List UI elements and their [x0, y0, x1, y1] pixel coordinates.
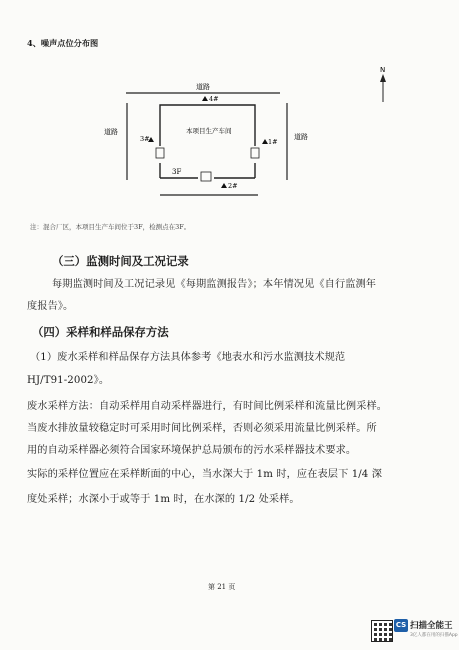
road-top-label: 道路: [196, 83, 210, 91]
method-line-2: 当废水排放量较稳定时可采用时间比例采样，否则必须采用流量比例采样。所: [27, 423, 377, 434]
sampling-position-line-2: 度处采样；水深小于或等于 1m 时，在水深的 1/2 处采样。: [27, 494, 300, 505]
road-right-label: 道路: [294, 133, 308, 141]
building-wall-top: [160, 105, 255, 146]
method-line-1: 废水采样方法：自动采样用自动采样器进行，有时间比例采样和流量比例采样。: [27, 401, 388, 412]
point-4-marker: [202, 96, 208, 101]
point-1-label: 1#: [268, 138, 278, 146]
road-left-label: 道路: [104, 128, 118, 136]
sampling-position-line-1: 实际的采样位置应在采样断面的中心，当水深大于 1m 时，应在表层下 1/4 深: [27, 469, 383, 480]
section-3-text-line-1: 每期监测时间及工况记录见《每期监测报告》；本年情况见《自行监测年: [52, 279, 377, 290]
section-3-text-line-2: 度报告》。: [27, 301, 74, 312]
point-3-label: 3#: [140, 135, 150, 143]
figure-note: 注：混合厂区，本项目生产车间位于3F，检测点在3F。: [30, 223, 191, 231]
section-3-title: （三）监测时间及工况记录: [52, 254, 189, 268]
camscanner-logo-icon: CS: [394, 619, 408, 632]
floor-3f-label: 3F: [172, 168, 182, 176]
gate-left: [156, 148, 164, 158]
noise-point-diagram: [0, 0, 459, 230]
method-line-3: 用的自动采样器必须符合国家环境保护总局颁布的污水采样器技术要求。: [27, 445, 357, 456]
north-label: N: [380, 66, 386, 74]
gate-right: [251, 148, 259, 158]
item-1-line-2: HJ/T91-2002》。: [27, 375, 110, 386]
point-4-label: 4#: [209, 95, 219, 103]
item-1-line-1: （1）废水采样和样品保存方法具体参考《地表水和污水监测技术规范: [30, 352, 346, 363]
qr-code-icon: [371, 620, 393, 642]
section-4-title: （四）采样和样品保存方法: [32, 325, 169, 339]
point-2-label: 2#: [228, 182, 238, 190]
scanner-app-tagline: 3亿人都在用的扫描App: [410, 633, 458, 638]
gate-bottom: [201, 172, 211, 181]
north-arrow-head: [380, 74, 386, 82]
workshop-label: 本项目生产车间: [186, 127, 232, 135]
point-2-marker: [221, 183, 227, 188]
figure-heading: 4、噪声点位分布图: [27, 38, 99, 48]
scanner-app-name: 扫描全能王: [410, 621, 453, 631]
page-number: 第 21 页: [208, 583, 236, 591]
